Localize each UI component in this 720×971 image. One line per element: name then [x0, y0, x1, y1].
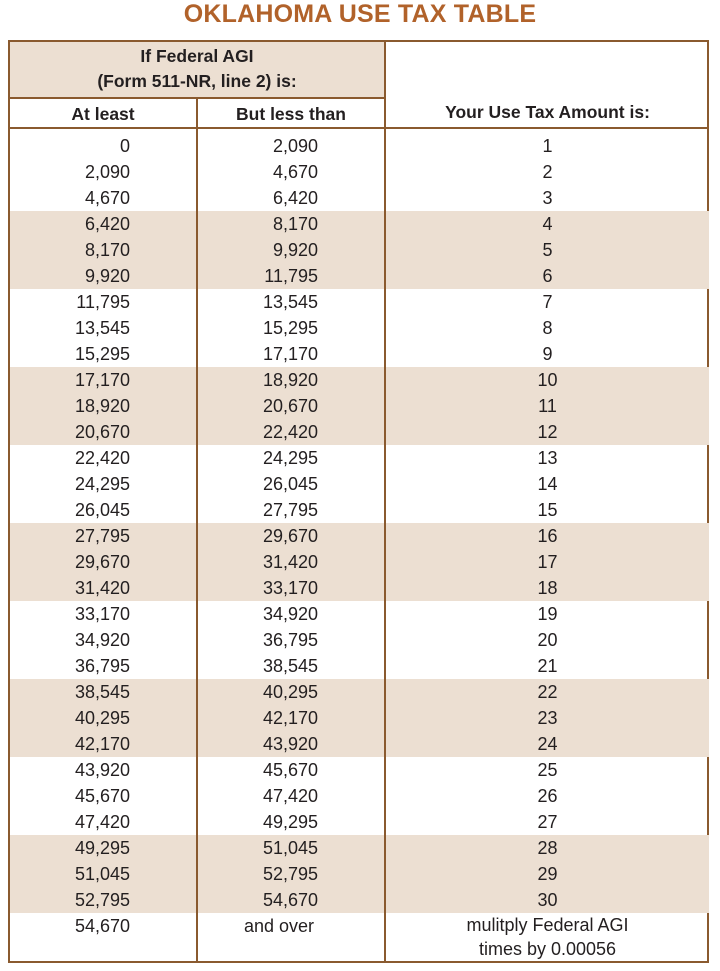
table-row	[0, 497, 720, 523]
column-header-use-tax-amount: Your Use Tax Amount is:	[445, 102, 650, 122]
cell-but-less-than: 26,045	[262, 474, 318, 494]
cell-use-tax-amount: 3	[542, 188, 553, 208]
cell-use-tax-amount: 28	[537, 838, 558, 858]
table-row	[0, 835, 720, 861]
agi-header-line1: If Federal AGI	[140, 46, 254, 66]
cell-at-least: 4,670	[84, 188, 130, 208]
cell-but-less-than: 15,295	[262, 318, 318, 338]
cell-but-less-than: 38,545	[262, 656, 318, 676]
cell-at-least: 24,295	[74, 474, 130, 494]
cell-at-least: 31,420	[74, 578, 130, 598]
cell-at-least: 8,170	[84, 240, 130, 260]
table-row	[0, 263, 720, 289]
table-row	[0, 211, 720, 237]
table-row	[0, 289, 720, 315]
cell-but-less-than: and over	[243, 916, 315, 936]
cell-but-less-than: 45,670	[262, 760, 318, 780]
cell-at-least: 9,920	[84, 266, 130, 286]
cell-use-tax-amount: 8	[542, 318, 553, 338]
cell-use-tax-amount: 10	[537, 370, 558, 390]
table-row	[0, 679, 720, 705]
cell-at-least: 0	[119, 136, 130, 156]
cell-use-tax-amount: 2	[542, 162, 553, 182]
cell-use-tax-amount: 9	[542, 344, 553, 364]
cell-at-least: 22,420	[74, 448, 130, 468]
table-row	[0, 731, 720, 757]
cell-but-less-than: 31,420	[262, 552, 318, 572]
table-row	[0, 133, 720, 159]
table-row	[0, 809, 720, 835]
cell-but-less-than: 22,420	[262, 422, 318, 442]
cell-use-tax-amount: 18	[537, 578, 558, 598]
cell-at-least: 43,920	[74, 760, 130, 780]
cell-at-least: 54,670	[74, 916, 130, 936]
cell-use-tax-amount: 17	[537, 552, 558, 572]
cell-but-less-than: 17,170	[262, 344, 318, 364]
cell-use-tax-amount: 4	[542, 214, 553, 234]
cell-at-least: 18,920	[74, 396, 130, 416]
page-title: OKLAHOMA USE TAX TABLE	[183, 0, 537, 28]
cell-use-tax-amount: 20	[537, 630, 558, 650]
cell-use-tax-amount: 25	[537, 760, 558, 780]
table-row	[0, 185, 720, 211]
cell-use-tax-amount: 16	[537, 526, 558, 546]
cell-use-tax-amount: 30	[537, 890, 558, 910]
cell-but-less-than: 4,670	[272, 162, 318, 182]
table-row	[0, 887, 720, 913]
cell-but-less-than: 34,920	[262, 604, 318, 624]
table-row	[0, 783, 720, 809]
table-row	[0, 471, 720, 497]
agi-header-line2: (Form 511-NR, line 2) is:	[97, 71, 297, 91]
table-row	[0, 419, 720, 445]
table-row	[0, 367, 720, 393]
cell-but-less-than: 24,295	[262, 448, 318, 468]
cell-use-tax-amount: 19	[537, 604, 558, 624]
agi-header-label	[10, 44, 384, 94]
table-row	[0, 315, 720, 341]
formula-line1: mulitply Federal AGI	[466, 915, 629, 935]
cell-but-less-than: 51,045	[262, 838, 318, 858]
cell-at-least: 15,295	[74, 344, 130, 364]
formula-line2: times by 0.00056	[478, 939, 617, 959]
cell-at-least: 27,795	[74, 526, 130, 546]
cell-but-less-than: 33,170	[262, 578, 318, 598]
cell-at-least: 20,670	[74, 422, 130, 442]
cell-use-tax-amount: 11	[538, 396, 557, 416]
cell-but-less-than: 27,795	[262, 500, 318, 520]
cell-use-tax-amount: 14	[537, 474, 558, 494]
table-row	[0, 237, 720, 263]
cell-but-less-than: 2,090	[272, 136, 318, 156]
cell-at-least: 42,170	[74, 734, 130, 754]
cell-use-tax-amount	[386, 913, 709, 961]
cell-use-tax-amount: 24	[537, 734, 558, 754]
cell-but-less-than: 54,670	[262, 890, 318, 910]
cell-but-less-than: 11,795	[264, 266, 318, 286]
cell-use-tax-amount: 5	[542, 240, 553, 260]
cell-use-tax-amount: 21	[537, 656, 558, 676]
cell-at-least: 36,795	[74, 656, 130, 676]
cell-but-less-than: 47,420	[262, 786, 318, 806]
cell-but-less-than: 20,670	[262, 396, 318, 416]
cell-at-least: 17,170	[74, 370, 130, 390]
table-row	[0, 393, 720, 419]
cell-at-least: 51,045	[74, 864, 130, 884]
cell-use-tax-amount: 12	[537, 422, 558, 442]
cell-at-least: 33,170	[74, 604, 130, 624]
table-row	[0, 445, 720, 471]
column-header-at-least: At least	[71, 104, 135, 124]
cell-but-less-than: 6,420	[272, 188, 318, 208]
table-row	[0, 705, 720, 731]
cell-at-least: 49,295	[74, 838, 130, 858]
column-header-but-less-than: But less than	[236, 104, 346, 124]
cell-at-least: 47,420	[74, 812, 130, 832]
cell-but-less-than: 52,795	[262, 864, 318, 884]
cell-use-tax-amount: 15	[537, 500, 558, 520]
cell-at-least: 34,920	[74, 630, 130, 650]
table-row	[0, 575, 720, 601]
table-row	[0, 549, 720, 575]
cell-at-least: 26,045	[74, 500, 130, 520]
cell-use-tax-amount: 1	[542, 136, 553, 156]
cell-use-tax-amount: 27	[537, 812, 558, 832]
cell-use-tax-amount: 26	[537, 786, 558, 806]
cell-use-tax-amount: 23	[537, 708, 558, 728]
cell-but-less-than: 9,920	[272, 240, 318, 260]
cell-at-least: 52,795	[74, 890, 130, 910]
cell-but-less-than: 36,795	[262, 630, 318, 650]
cell-at-least: 6,420	[84, 214, 130, 234]
cell-use-tax-amount: 29	[537, 864, 558, 884]
cell-use-tax-amount: 13	[537, 448, 558, 468]
cell-but-less-than: 42,170	[262, 708, 318, 728]
table-row	[0, 523, 720, 549]
cell-but-less-than: 43,920	[262, 734, 318, 754]
cell-at-least: 13,545	[74, 318, 130, 338]
table-row	[0, 653, 720, 679]
cell-but-less-than: 8,170	[272, 214, 318, 234]
table-row	[0, 341, 720, 367]
cell-at-least: 45,670	[74, 786, 130, 806]
cell-at-least: 11,795	[76, 292, 130, 312]
cell-but-less-than: 13,545	[262, 292, 318, 312]
cell-use-tax-amount: 6	[542, 266, 553, 286]
cell-at-least: 40,295	[74, 708, 130, 728]
cell-but-less-than: 29,670	[262, 526, 318, 546]
cell-use-tax-amount: 7	[542, 292, 553, 312]
cell-use-tax-amount: 22	[537, 682, 558, 702]
table-row	[0, 861, 720, 887]
table-row	[0, 757, 720, 783]
table-row	[0, 627, 720, 653]
table-row	[0, 159, 720, 185]
cell-but-less-than: 18,920	[262, 370, 318, 390]
cell-at-least: 38,545	[74, 682, 130, 702]
cell-at-least: 2,090	[84, 162, 130, 182]
table-row	[0, 601, 720, 627]
cell-but-less-than: 40,295	[262, 682, 318, 702]
cell-but-less-than: 49,295	[262, 812, 318, 832]
cell-at-least: 29,670	[74, 552, 130, 572]
